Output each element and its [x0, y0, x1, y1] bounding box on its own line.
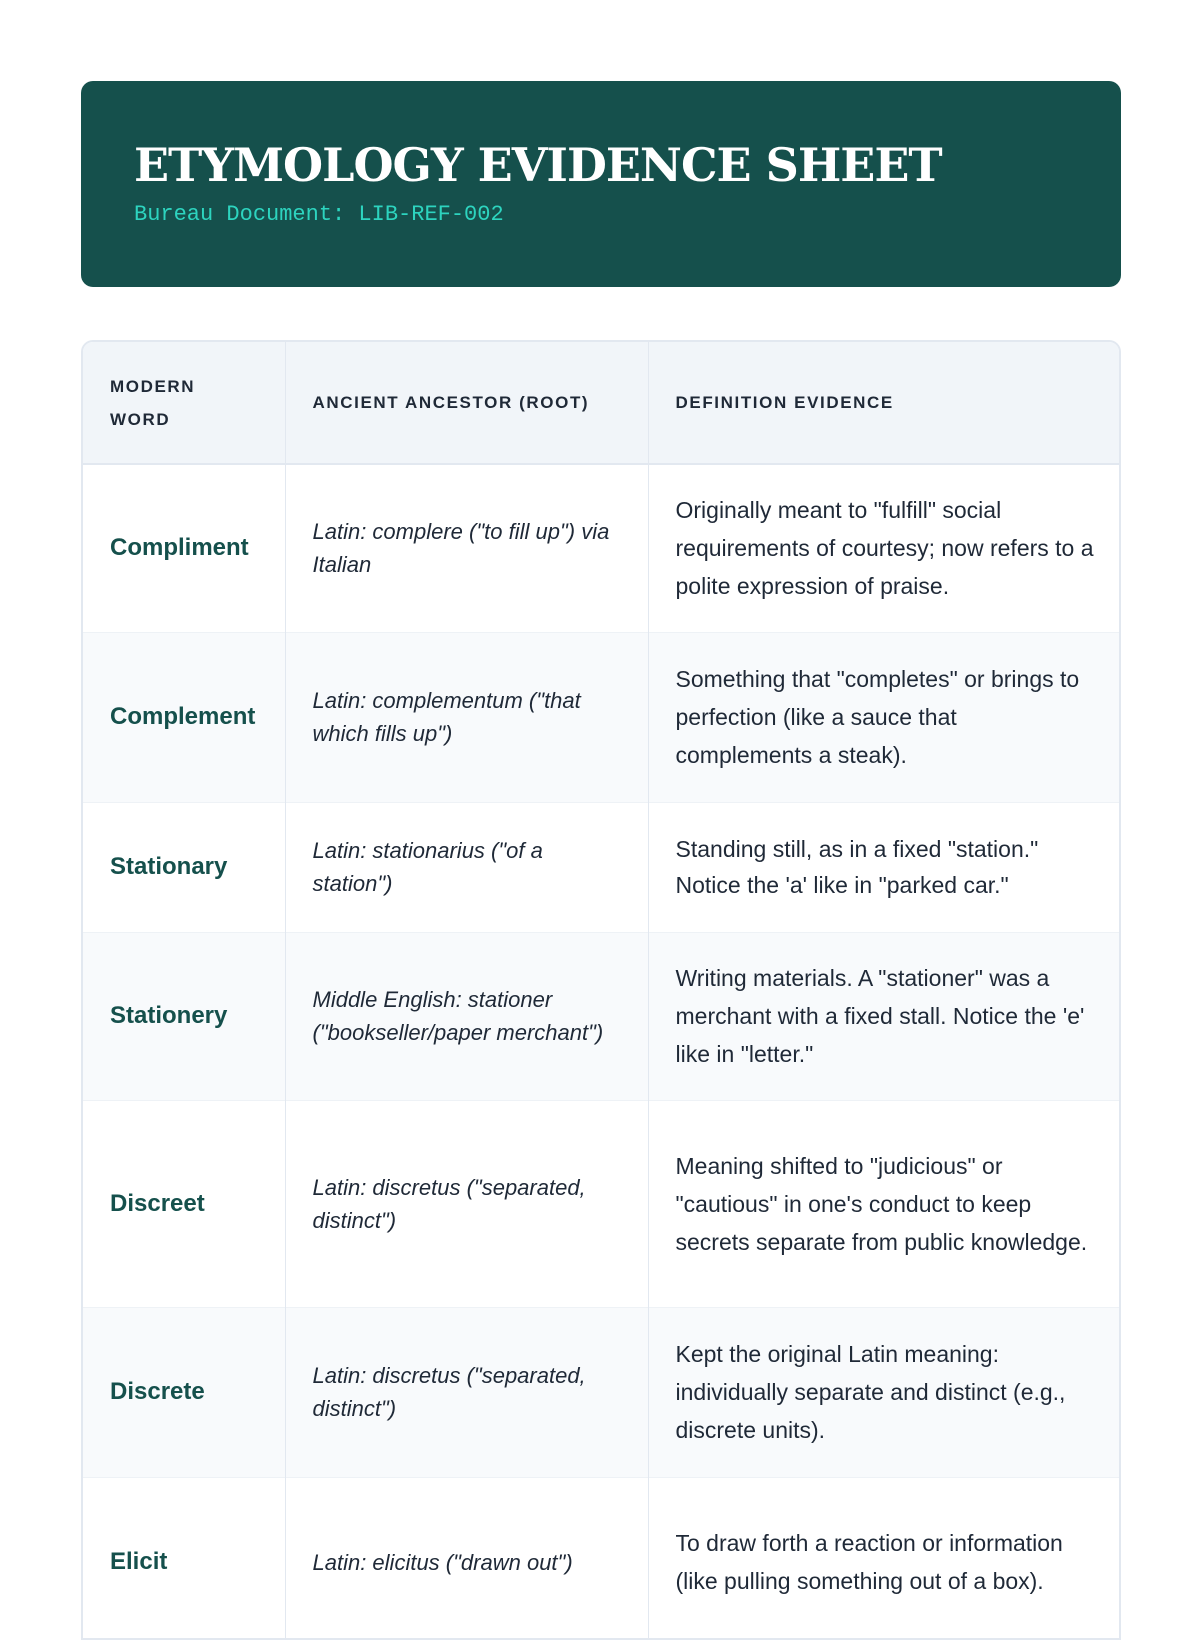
modern-word: Discreet: [110, 1189, 205, 1217]
modern-word: Discrete: [110, 1378, 205, 1405]
etymology-table: [81, 340, 1121, 1640]
modern-word: Stationery: [110, 1002, 228, 1029]
table-row: [83, 464, 1119, 632]
definition-evidence: To draw forth a reaction or information (like pulling something out of a box).: [648, 1477, 1119, 1640]
table-row: [83, 1100, 1119, 1307]
definition-evidence: Meaning shifted to "judicious" or "cautious" in one's conduct to keep secrets separate from public knowledge.: [648, 1100, 1119, 1307]
column-header-modern-word: MODERN WORD: [110, 376, 196, 429]
definition-evidence: Originally meant to "fulfill" social requirements of courtesy; now refers to a polite expression of praise.: [648, 464, 1119, 632]
modern-word: Compliment: [110, 534, 249, 562]
modern-word: Complement: [110, 703, 256, 730]
definition-evidence: Writing materials. A "stationer" was a merchant with a fixed stall. Notice the 'e' like in "letter.": [648, 932, 1119, 1100]
root-origin: Latin: elicitus ("drawn out"): [285, 1477, 648, 1640]
column-header-definition: DEFINITION EVIDENCE: [648, 342, 1119, 464]
table-row: [83, 1477, 1119, 1640]
column-header-root: ANCIENT ANCESTOR (ROOT): [285, 342, 648, 464]
table-header-row: [83, 342, 1119, 464]
root-origin: Latin: complementum ("that which fills up"): [285, 632, 648, 802]
table-row: [83, 932, 1119, 1100]
modern-word: Stationary: [110, 853, 228, 880]
definition-evidence: Standing still, as in a fixed "station." Notice the 'a' like in "parked car.": [648, 802, 1119, 932]
table-row: [83, 1307, 1119, 1477]
modern-word: Elicit: [110, 1548, 168, 1575]
root-origin: Latin: discretus ("separated, distinct"): [285, 1307, 648, 1477]
document-header: [81, 81, 1121, 287]
root-origin: Middle English: stationer ("bookseller/paper merchant"): [285, 932, 648, 1100]
definition-evidence: Something that "completes" or brings to perfection (like a sauce that complements a steak).: [648, 632, 1119, 802]
document-id: Bureau Document: LIB-REF-002: [134, 202, 504, 227]
definition-evidence: Kept the original Latin meaning: individually separate and distinct (e.g., discrete units).: [648, 1307, 1119, 1477]
root-origin: Latin: stationarius ("of a station"): [285, 802, 648, 932]
table-row: [83, 632, 1119, 802]
table-row: [83, 802, 1119, 932]
page-title: ETYMOLOGY EVIDENCE SHEET: [134, 138, 942, 192]
root-origin: Latin: complere ("to fill up") via Italian: [285, 464, 648, 632]
root-origin: Latin: discretus ("separated, distinct"): [285, 1100, 648, 1307]
